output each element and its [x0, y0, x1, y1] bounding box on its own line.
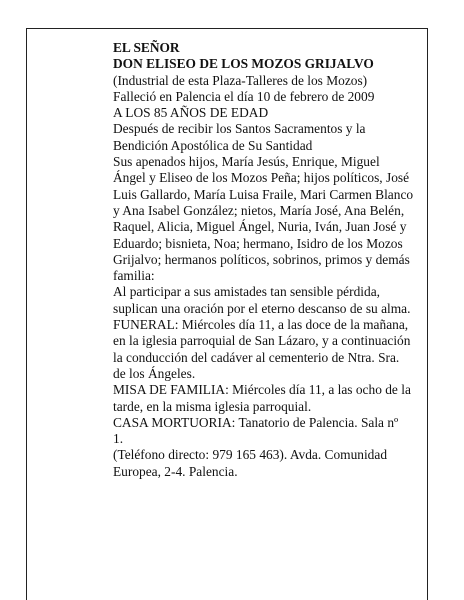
notice-line: Raquel, Alicia, Miguel Ángel, Nuria, Iván, Juan José y — [113, 219, 407, 235]
notice-line: MISA DE FAMILIA: Miércoles día 11, a las ocho de la — [113, 382, 411, 398]
notice-title: EL SEÑOR — [113, 40, 180, 55]
notice-line: Después de recibir los Santos Sacramentos y la — [113, 121, 366, 137]
notice-line: suplican una oración por el eterno descanso de su alma. — [113, 300, 411, 316]
notice-line: Falleció en Palencia el día 10 de febrero de 2009 — [113, 88, 375, 104]
notice-line: Grijalvo; hermanos políticos, sobrinos, primos y demás — [113, 251, 410, 267]
notice-line: 1. — [113, 431, 124, 447]
notice-line: y Ana Isabel González; nietos, María José, Ana Belén, — [113, 202, 405, 218]
notice-line: en la iglesia parroquial de San Lázaro, y a continuación — [113, 333, 411, 349]
notice-line: (Industrial de esta Plaza-Talleres de los Mozos) — [113, 72, 368, 88]
notice-line: tarde, en la misma iglesia parroquial. — [113, 398, 312, 414]
notice-line: Ángel y Eliseo de los Mozos Peña; hijos políticos, José — [113, 170, 410, 186]
notice-line: familia: — [113, 268, 155, 284]
deceased-name: DON ELISEO DE LOS MOZOS GRIJALVO — [113, 56, 374, 72]
notice-line: la conducción del cadáver al cementerio de Ntra. Sra. — [113, 349, 400, 365]
notice-line: A LOS 85 AÑOS DE EDAD — [113, 105, 269, 121]
notice-line: Bendición Apostólica de Su Santidad — [113, 137, 313, 153]
notice-line: Luis Gallardo, María Luisa Fraile, Mari Carmen Blanco — [113, 186, 414, 202]
obituary-notice — [113, 40, 421, 480]
notice-line: FUNERAL: Miércoles día 11, a las doce de la mañana, — [113, 317, 409, 333]
notice-line: de los Ángeles. — [113, 365, 196, 381]
notice-line: (Teléfono directo: 979 165 463). Avda. Comunidad — [113, 447, 388, 463]
notice-line: Europea, 2-4. Palencia. — [113, 463, 238, 479]
notice-line: Eduardo; bisnieta, Noa; hermano, Isidro de los Mozos — [113, 235, 403, 251]
notice-line: CASA MORTUORIA: Tanatorio de Palencia. Sala nº — [113, 414, 399, 430]
notice-line: Al participar a sus amistades tan sensible pérdida, — [113, 284, 380, 300]
notice-line: Sus apenados hijos, María Jesús, Enrique, Miguel — [113, 154, 380, 170]
